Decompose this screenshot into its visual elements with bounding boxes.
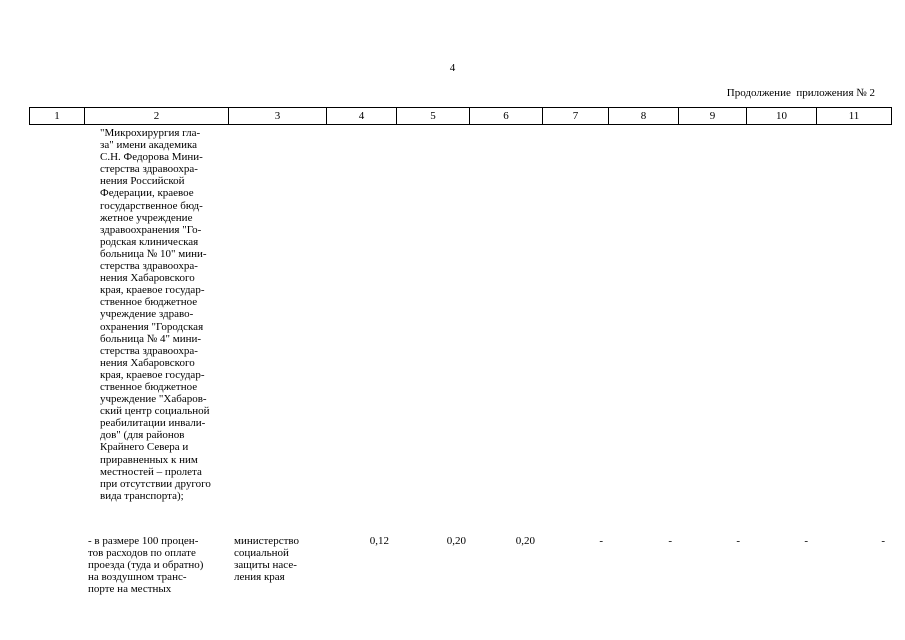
value-col7: - xyxy=(599,535,603,547)
header-row xyxy=(30,108,892,125)
value-col11: - xyxy=(881,535,885,547)
text-line: учреждение здраво- xyxy=(100,308,194,321)
page-number: 4 xyxy=(449,62,456,74)
column-header-8: 8 xyxy=(609,108,679,125)
text-line: жетное учреждение xyxy=(100,211,193,224)
column-header-9: 9 xyxy=(679,108,747,125)
text-line: стерства здравоохра- xyxy=(100,260,198,273)
text-line: Крайнего Севера и xyxy=(100,441,189,454)
text-line: защиты насе- xyxy=(234,559,297,572)
text-line: ления края xyxy=(234,571,285,584)
text-line: края, краевое государ- xyxy=(100,368,205,381)
text-line: местностей – пролета xyxy=(100,465,202,478)
text-line: ственное бюджетное xyxy=(100,296,198,309)
text-line: на воздушном транс- xyxy=(88,571,187,584)
text-line: ский центр социальной xyxy=(100,405,210,418)
value-col8: - xyxy=(668,535,672,547)
text-line: нения Хабаровского xyxy=(100,356,195,369)
value-col4: 0,12 xyxy=(369,535,389,547)
text-line: здравоохранения "Го- xyxy=(100,223,202,236)
text-line: Федерации, краевое xyxy=(100,187,194,200)
text-line: тов расходов по оплате xyxy=(88,547,196,560)
continuation-title: Продолжение приложения № 2 xyxy=(726,87,875,99)
text-line: приравненных к ним xyxy=(100,453,198,466)
text-line: больница № 10" мини- xyxy=(100,247,207,260)
text-line: министерство xyxy=(234,535,300,547)
text-line: за" имени академика xyxy=(100,139,198,152)
text-line: - в размере 100 процен- xyxy=(88,535,199,547)
column-header-7: 7 xyxy=(543,108,609,125)
text-line: при отсутствии другого xyxy=(100,477,211,490)
text-line: ственное бюджетное xyxy=(100,380,198,393)
text-line: нения Российской xyxy=(100,175,185,188)
text-line: стерства здравоохра- xyxy=(100,344,198,357)
text-line: нения Хабаровского xyxy=(100,272,195,285)
text-line: проезда (туда и обратно) xyxy=(88,559,204,572)
column-header-1: 1 xyxy=(30,108,85,125)
text-line: края, краевое государ- xyxy=(100,284,205,297)
text-line: охранения "Городская xyxy=(100,320,204,333)
responsible-ministry-text xyxy=(234,535,299,583)
column-header-11: 11 xyxy=(817,108,892,125)
value-col5: 0,20 xyxy=(446,535,466,547)
text-line: государственное бюд- xyxy=(100,199,203,212)
continued-row-organization-text xyxy=(100,127,211,502)
text-line: социальной xyxy=(234,547,289,560)
text-line: больница № 4" мини- xyxy=(100,332,202,345)
value-col9: - xyxy=(736,535,740,547)
column-header-10: 10 xyxy=(747,108,817,125)
text-line: учреждение "Хабаров- xyxy=(100,393,207,406)
text-line: реабилитации инвали- xyxy=(100,417,206,430)
text-line: вида транспорта); xyxy=(100,489,184,502)
text-line: "Микрохирургия гла- xyxy=(100,127,201,139)
text-line: дов" (для районов xyxy=(100,429,185,442)
value-col10: - xyxy=(804,535,808,547)
allowance-description-text xyxy=(88,535,203,595)
column-header-5: 5 xyxy=(397,108,470,125)
value-col6: 0,20 xyxy=(515,535,535,547)
column-header-2: 2 xyxy=(85,108,229,125)
text-line: С.Н. Федорова Мини- xyxy=(100,151,203,164)
column-header-6: 6 xyxy=(470,108,543,125)
text-line: родская клиническая xyxy=(100,235,199,248)
column-number-header xyxy=(29,107,892,125)
column-header-3: 3 xyxy=(229,108,327,125)
column-header-4: 4 xyxy=(327,108,397,125)
text-line: порте на местных xyxy=(88,583,172,596)
text-line: стерства здравоохра- xyxy=(100,163,198,176)
